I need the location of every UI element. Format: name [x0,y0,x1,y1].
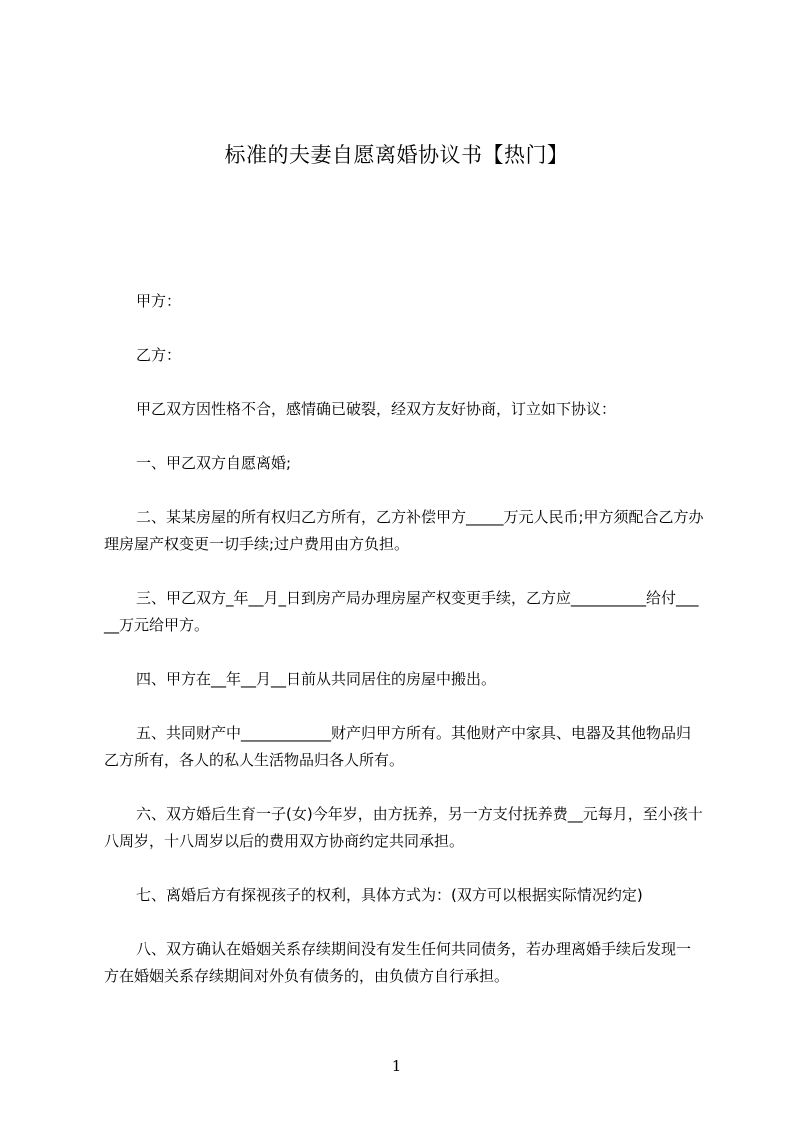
clause-4: 四、甲方在__年__月__日前从共同居住的房屋中搬出。 [136,670,497,688]
clause-5: 五、共同财产中____________财产归甲方所有。其他财产中家具、电器及其他物品归乙方所有，各人的私人生活物品归各人所有。 [104,724,692,769]
party-a-line: 甲方： [136,292,182,310]
clause-8: 八、双方确认在婚姻关系存续期间没有发生任何共同债务，若办理离婚手续后发现一方在婚姻关系存续期间对外负有债务的，由负债方自行承担。 [104,940,692,985]
clause-1: 一、甲乙双方自愿离婚; [136,454,292,472]
page-number: 1 [391,1057,402,1075]
clause-3: 三、甲乙双方_年__月_日到房产局办理房屋产权变更手续，乙方应__________给付_____万元给甲方。 [104,589,699,634]
document-title: 标准的夫妻自愿离婚协议书【热门】 [224,143,569,167]
party-b-line: 乙方： [136,346,182,364]
clause-2: 二、某某房屋的所有权归乙方所有，乙方补偿甲方_____万元人民币;甲方须配合乙方办理房屋产权变更一切手续;过户费用由方负担。 [104,508,704,553]
document-body [104,288,704,1017]
agreement-intro: 甲乙双方因性格不合，感情确已破裂，经双方友好协商，订立如下协议： [136,400,617,418]
clause-7: 七、离婚后方有探视孩子的权利，具体方式为：(双方可以根据实际情况约定) [136,886,643,904]
clause-6: 六、双方婚后生育一子(女)今年岁，由方抚养，另一方支付抚养费__元每月，至小孩十八周岁，十八周岁以后的费用双方协商约定共同承担。 [104,805,703,850]
